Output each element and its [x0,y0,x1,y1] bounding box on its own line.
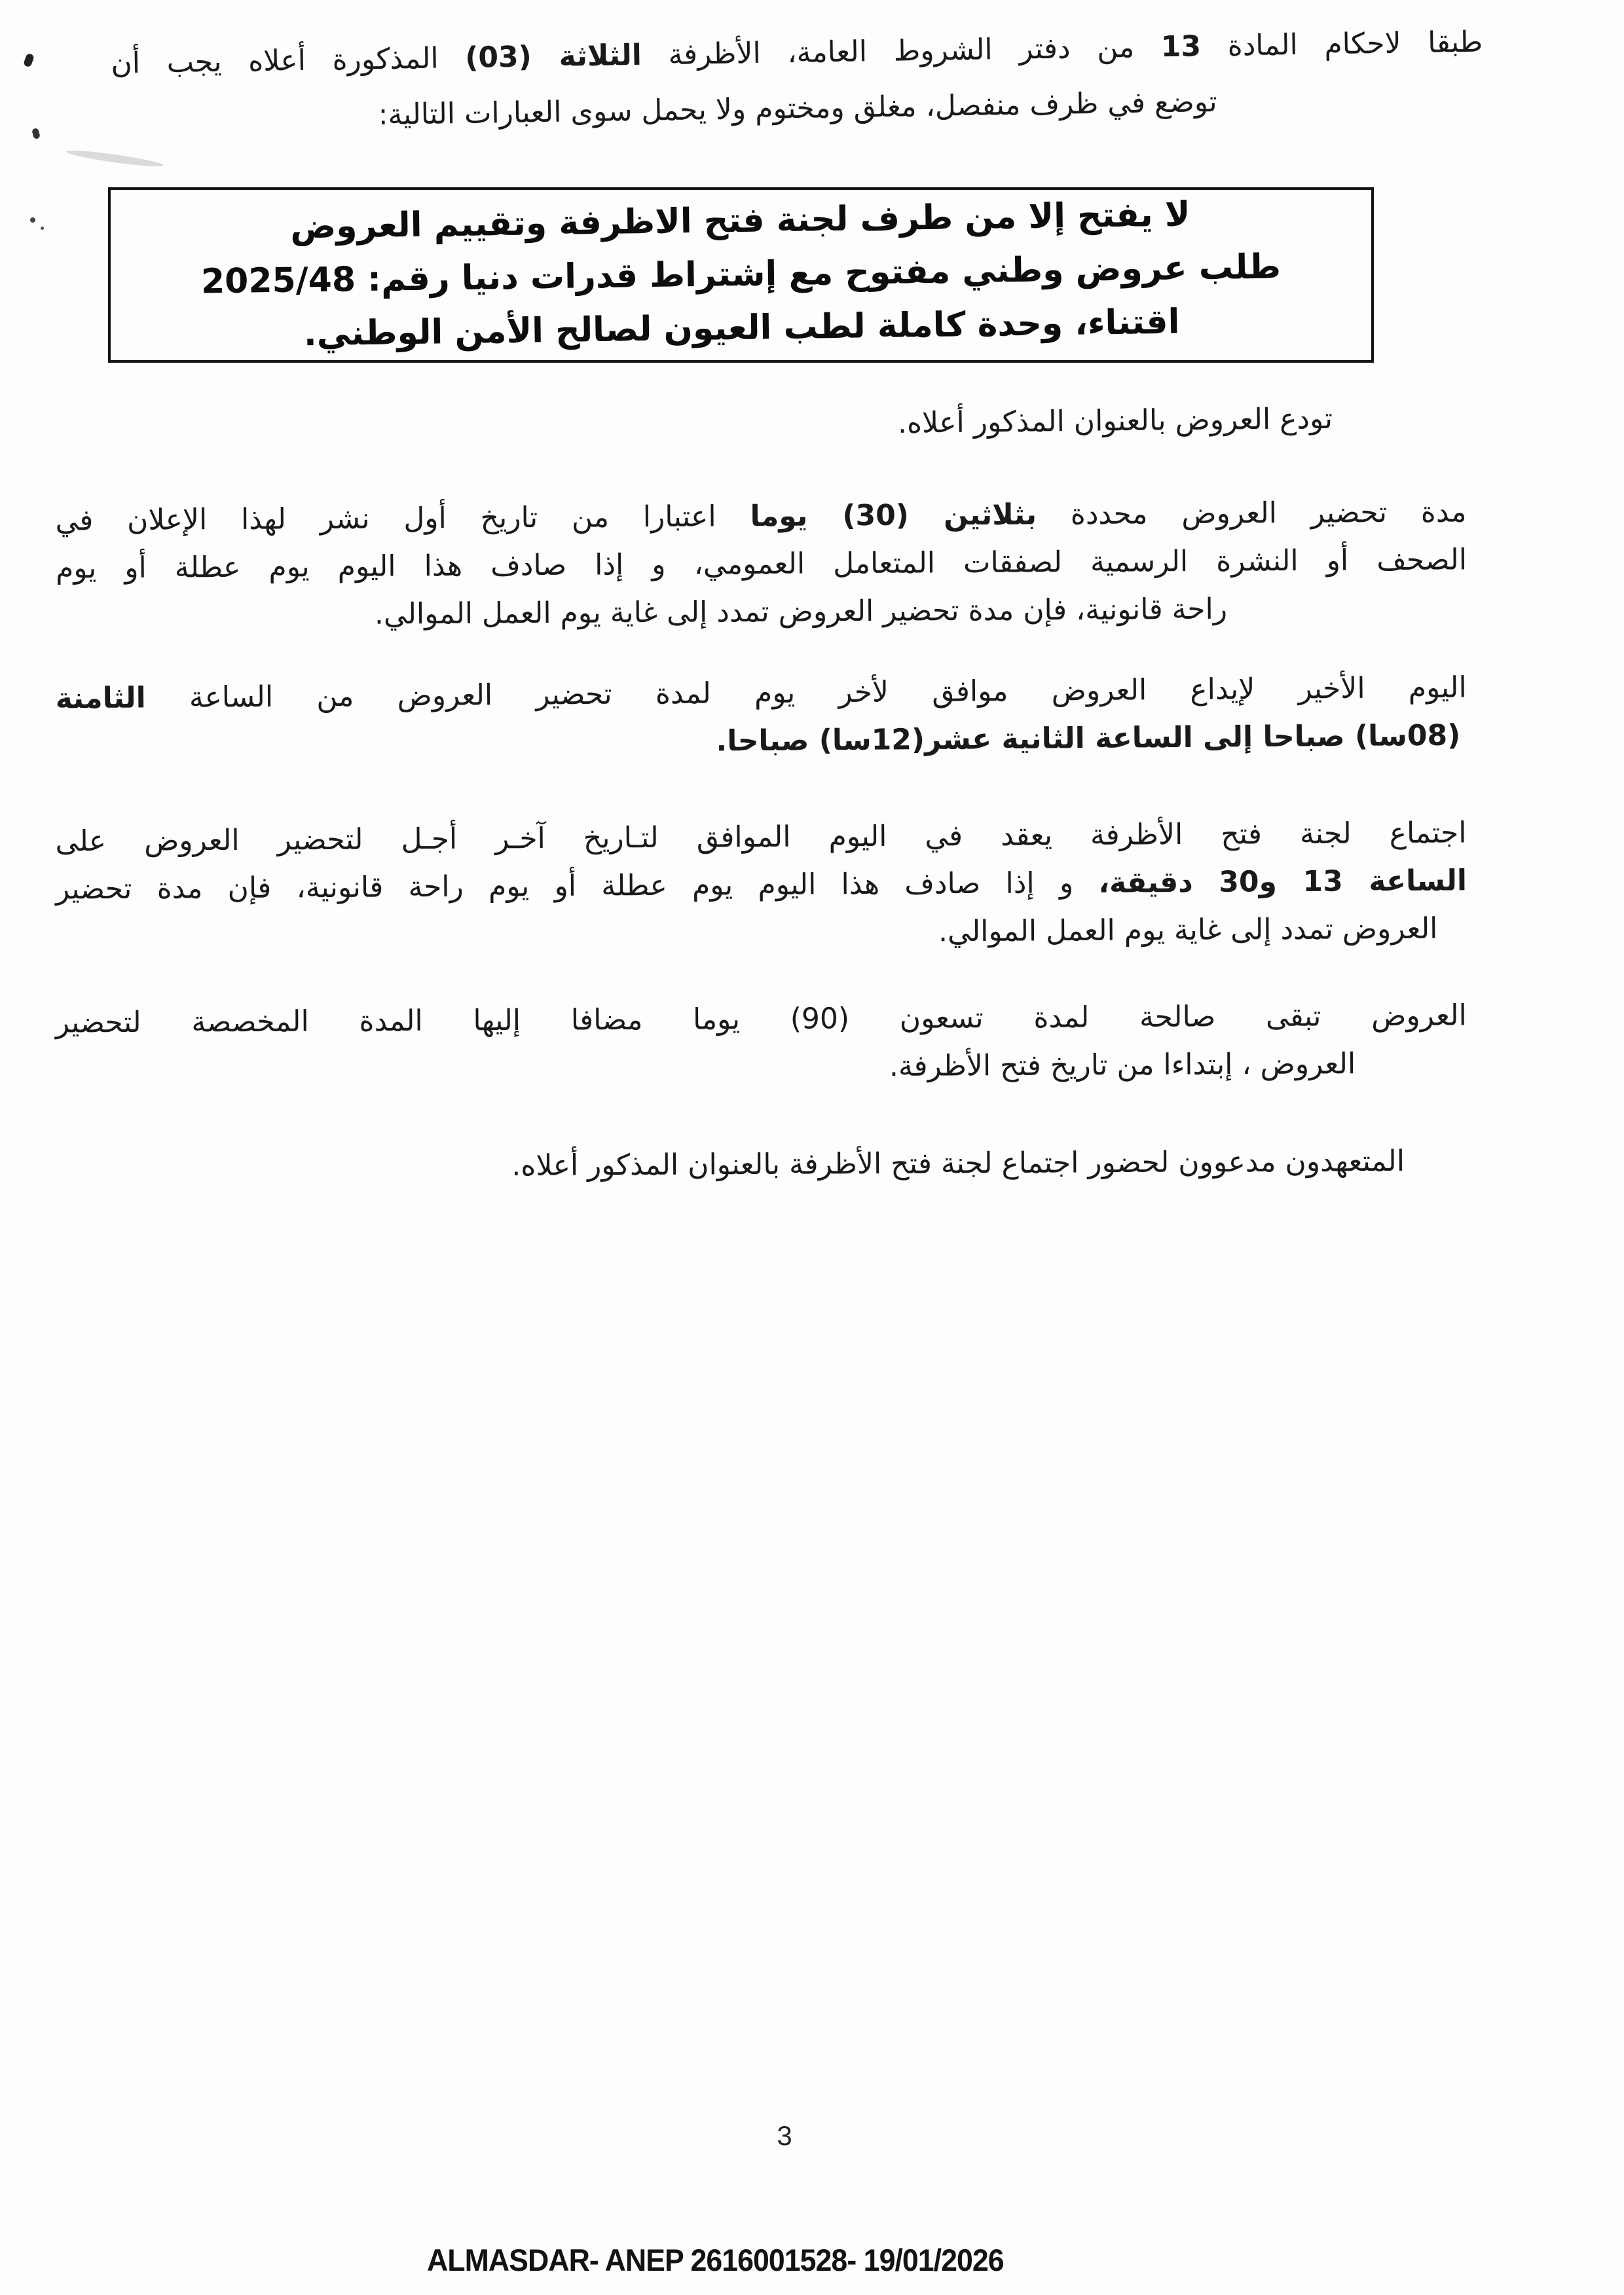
paragraph-last-deposit-day [55,664,1467,771]
scan-artifact [65,148,164,170]
paragraph-opening-committee [55,809,1467,961]
paragraph-preparation-line2: الصحف أو النشرة الرسمية لصفقات المتعامل العمومي، و إذا صادف هذا اليوم يوم عطلة أو يوم [55,543,1467,585]
paragraph-preparation-line1: مدة تحضير العروض محددة بثلاثين (30) يوما اعتبارا من تاريخ أول نشر لهذا الإعلان في [55,495,1467,538]
notice-line-do-not-open: لا يفتح إلا من طرف لجنة فتح الاظرفة وتقييم العروض [289,194,1190,247]
paragraph-article13-line2: توضع في ظرف منفصل، مغلق ومختوم ولا يحمل سوى العبارات التالية: [378,84,1218,132]
paragraph-deposit-address-line: تودع العروض بالعنوان المذكور أعلاه. [897,401,1333,440]
paragraph-offer-validity [56,991,1467,1094]
paragraph-deposit-address [56,394,1467,456]
envelope-notice-text [126,185,1356,363]
paragraph-last-deposit-line1: اليوم الأخير لإيداع العروض موافق لأخر يوم لمدة تحضير العروض من الساعة الثامنة [55,670,1467,716]
scan-artifact [41,227,44,230]
scan-artifact [31,128,41,139]
scan-artifact [30,217,35,223]
notice-line-tender-number: طلب عروض وطني مفتوح مع إشتراط قدرات دنيا رقم: 2025/48 [200,247,1282,302]
paragraph-opening-line1: اجتماع لجنة فتح الأظرفة يعقد في اليوم الموافق لتـاريخ آخـر أجـل لتحضير العروض على [55,816,1467,858]
paragraph-validity-line1: العروض تبقى صالحة لمدة تسعون (90) يوما مضافا إليها المدة المخصصة لتحضير [55,999,1467,1040]
envelope-notice-box [108,187,1374,363]
paragraph-invitation [56,1137,1467,1192]
paragraph-article13-line1: طبقا لاحكام المادة 13 من دفتر الشروط العامة، الأظرفة الثلاثة (03) المذكورة أعلاه يجب أن [111,25,1483,81]
scan-artifact [23,53,35,68]
paragraph-preparation-line3: راحة قانونية، فإن مدة تحضير العروض تمدد إلى غاية يوم العمل الموالي. [374,592,1228,631]
paragraph-opening-line2: الساعة 13 و30 دقيقة، و إذا صادف هذا اليوم يوم عطلة أو يوم راحة قانونية، فإن مدة تحضير [55,864,1467,906]
paragraph-invitation-line: المتعهدون مدعوون لحضور اجتماع لجنة فتح الأظرفة بالعنوان المذكور أعلاه. [511,1144,1405,1183]
footer-publication-line: ALMASDAR- ANEP 2616001528- 19/01/2026 [427,2243,1004,2277]
page-number: 3 [777,2120,792,2151]
notice-line-subject: اقتناء، وحدة كاملة لطب العيون لصالح الأمن الوطني. [303,302,1180,354]
paragraph-opening-line3: العروض تمدد إلى غاية يوم العمل الموالي. [938,911,1438,949]
paragraph-preparation-period [55,488,1467,640]
paragraph-article13 [111,14,1484,147]
paragraph-validity-line2: العروض ، إبتداءا من تاريخ فتح الأظرفة. [889,1047,1356,1083]
paragraph-last-deposit-line2: (08سا) صباحا إلى الساعة الثانية عشر(12سا) صباحا. [716,718,1461,758]
